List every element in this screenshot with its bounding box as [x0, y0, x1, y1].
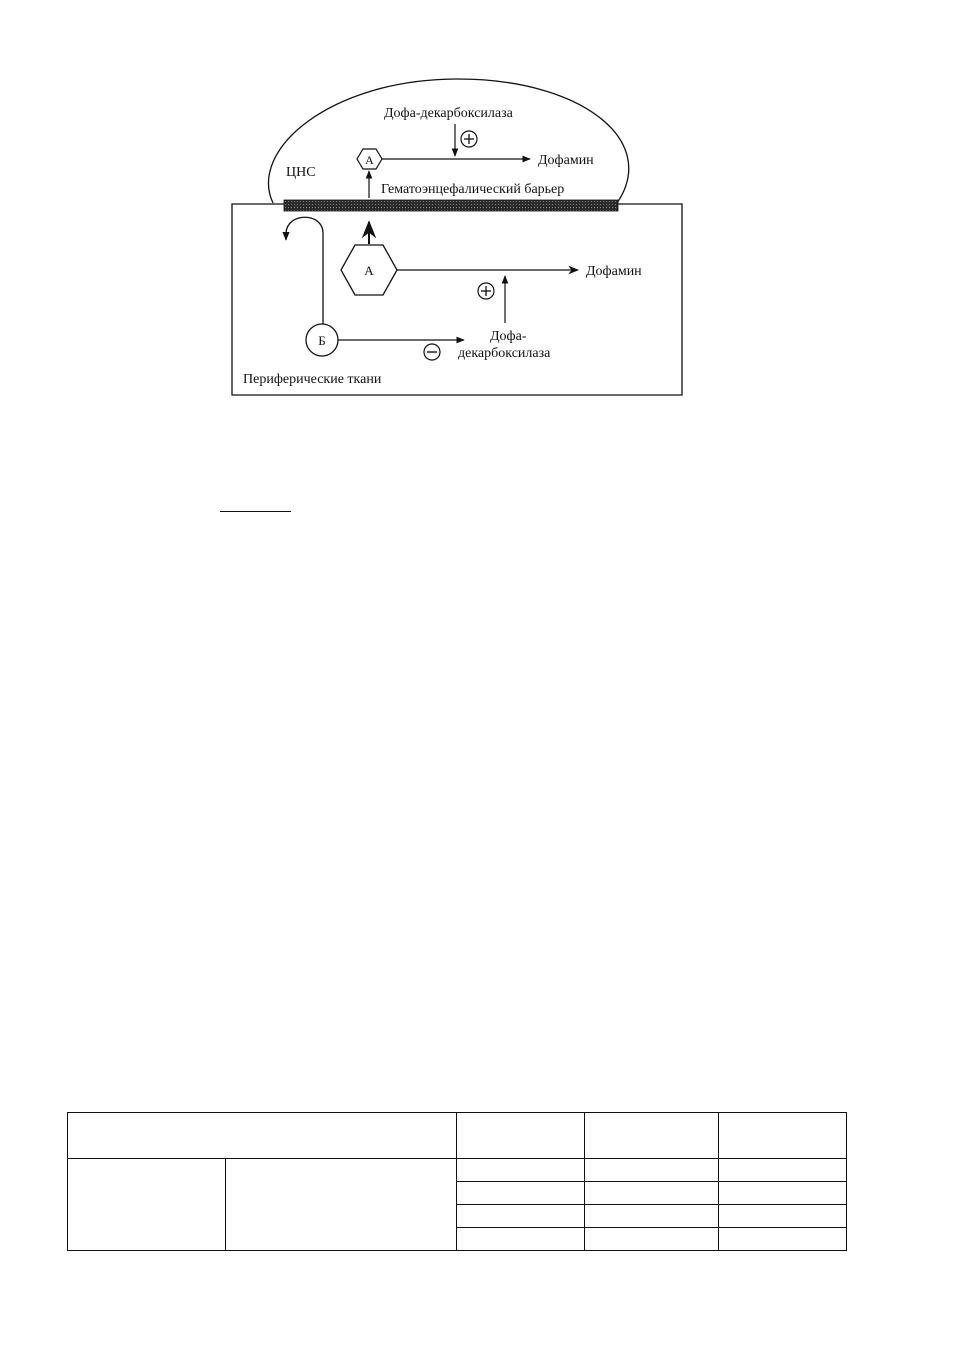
- top-dopamine-label: Дофамин: [538, 153, 594, 168]
- table-cell: [457, 1159, 585, 1182]
- empty-table: [67, 1112, 847, 1251]
- table-cell: [719, 1113, 847, 1159]
- node-a-small-label: А: [365, 153, 374, 167]
- node-b-label: Б: [318, 333, 326, 348]
- blank-underline: [220, 511, 291, 512]
- table-cell: [68, 1113, 457, 1159]
- peripheral-dopamine-label: Дофамин: [586, 264, 642, 279]
- node-a-large-label: А: [364, 263, 374, 278]
- table-cell: [719, 1159, 847, 1182]
- bottom-plus-icon: [478, 283, 494, 299]
- table-row: [68, 1159, 847, 1182]
- b-reflection-arrow: [286, 217, 323, 324]
- table-cell: [457, 1182, 585, 1205]
- minus-icon: [424, 344, 440, 360]
- table-cell: [585, 1228, 719, 1251]
- bottom-enzyme-label-line1: Дофа-: [490, 329, 527, 344]
- blood-brain-barrier-bar: [284, 200, 618, 211]
- table-cell: [719, 1205, 847, 1228]
- cns-label: ЦНС: [286, 165, 316, 180]
- table-cell: [585, 1159, 719, 1182]
- table-cell: [585, 1113, 719, 1159]
- table-cell: [585, 1182, 719, 1205]
- table-cell: [226, 1159, 457, 1251]
- table-cell: [457, 1113, 585, 1159]
- table-header-row: [68, 1113, 847, 1159]
- levodopa-mechanism-diagram: [0, 0, 953, 420]
- table-cell: [585, 1205, 719, 1228]
- table-cell: [719, 1228, 847, 1251]
- table-cell: [68, 1159, 226, 1251]
- peripheral-box: [232, 204, 682, 395]
- top-plus-icon: [461, 131, 477, 147]
- bottom-enzyme-label-line2: декарбоксилаза: [458, 346, 551, 361]
- bbb-label: Гематоэнцефалический барьер: [381, 182, 565, 197]
- top-enzyme-label: Дофа-декарбоксилаза: [384, 106, 513, 121]
- table-cell: [719, 1182, 847, 1205]
- peripheral-tissues-label: Периферические ткани: [243, 372, 382, 387]
- table-cell: [457, 1205, 585, 1228]
- table-cell: [457, 1228, 585, 1251]
